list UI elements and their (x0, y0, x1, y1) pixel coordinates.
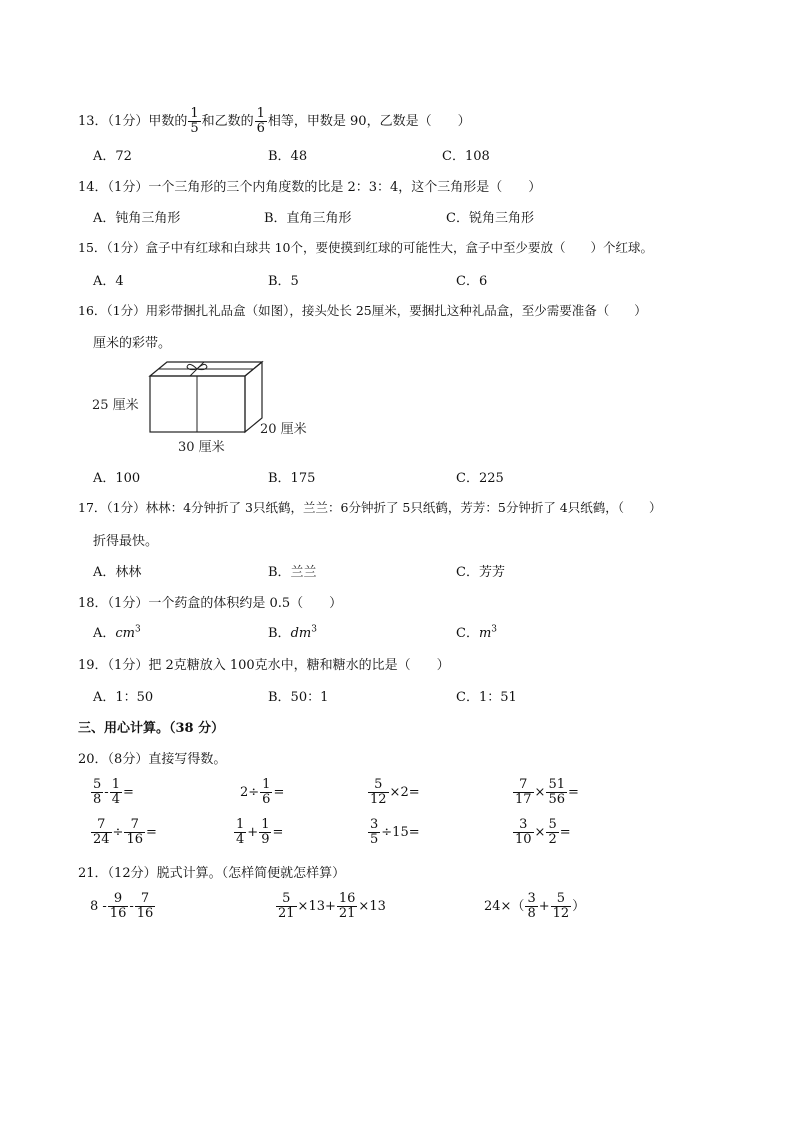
expression-2: 2÷ $\frac{1}{6}$ = (240, 777, 285, 807)
option-b: B．直角三角形 (264, 211, 352, 226)
option-a: A．100 (93, 471, 141, 486)
question-20: 20．（8分）直接写得数。 (78, 752, 227, 767)
question-17: 17．（1分）林林：4分钟折了 3只纸鹤，兰兰：6分钟折了 5只纸鹤，芳芳：5分钟折了 4只纸鹤，（ ） (78, 500, 662, 515)
option-c: C．225 (456, 471, 504, 486)
option-a: A．林林 (93, 565, 142, 580)
option-b: B．5 (268, 274, 299, 289)
option-b: B．$dm^3$ (268, 624, 317, 641)
question-13: 13．（1分）甲数的 $\frac{1}{5}$ 和乙数的 $\frac{1}{6}$ 相等，甲数是 90，乙数是（ ） (78, 106, 471, 136)
option-c: C．芳芳 (456, 565, 505, 580)
question-16: 16．（1分）用彩带捆扎礼品盒（如图），接头处长 25厘米，要捆扎这种礼品盒，至少需要准备（ ） (78, 303, 647, 318)
expression-7: $\frac{3}{5}$ ÷15= (370, 817, 420, 847)
question-19: 19．（1分）把 2克糖放入 100克水中，糖和糖水的比是（ ） (78, 658, 450, 673)
option-a: A．钝角三角形 (93, 211, 181, 226)
option-c: C．6 (456, 274, 488, 289)
question-15: 15．（1分）盒子中有红球和白球共 10个，要使摸到红球的可能性大，盒子中至少要放（ ）个红球。 (78, 240, 653, 255)
option-b: B．兰兰 (268, 565, 317, 580)
option-a: A．4 (93, 274, 124, 289)
calculation-2: $\frac{5}{21}$ ×13+ $\frac{16}{21}$ ×13 (278, 891, 386, 921)
option-b: B．48 (268, 149, 308, 164)
option-a: A．1：50 (93, 690, 154, 705)
calculation-1: 8 - $\frac{9}{16}$ - $\frac{7}{16}$ (90, 891, 154, 921)
option-b: B．175 (268, 471, 316, 486)
expression-6: $\frac{1}{4}$ + $\frac{1}{9}$ = (236, 817, 284, 847)
calculation-3: 24×（ $\frac{3}{8}$ + $\frac{5}{12}$ ） (484, 891, 586, 921)
option-a: A．$cm^3$ (93, 624, 141, 641)
question-17-continued: 折得最快。 (93, 534, 159, 549)
question-16-continued: 厘米的彩带。 (93, 336, 172, 351)
option-c: C．$m^3$ (456, 624, 498, 641)
option-b: B．50：1 (268, 690, 329, 705)
label-width: 30 厘米 (178, 440, 225, 455)
bow-icon (187, 364, 207, 369)
gift-box-figure (92, 358, 322, 458)
label-depth: 20 厘米 (260, 422, 307, 437)
question-18: 18．（1分）一个药盒的体积约是 0.5（ ） (78, 596, 343, 611)
option-c: C．锐角三角形 (446, 211, 534, 226)
section-heading: 三、用心计算。（38 分） (78, 721, 225, 736)
option-c: C．108 (442, 149, 490, 164)
expression-3: $\frac{5}{12}$ ×2= (370, 777, 420, 807)
question-21: 21．（12分）脱式计算。（怎样简便就怎样算） (78, 866, 346, 881)
fraction: $\frac{1}{6}$ (256, 106, 265, 136)
option-a: A．72 (93, 149, 132, 164)
expression-5: $\frac{7}{24}$ ÷ $\frac{7}{16}$ = (93, 817, 157, 847)
label-height: 25 厘米 (92, 398, 139, 413)
expression-1: $\frac{5}{8}$ - $\frac{1}{4}$ = (93, 777, 134, 807)
expression-4: $\frac{7}{17}$ × $\frac{51}{56}$ = (515, 777, 579, 807)
option-c: C．1：51 (456, 690, 517, 705)
fraction: $\frac{1}{5}$ (190, 106, 199, 136)
expression-8: $\frac{3}{10}$ × $\frac{5}{2}$ = (515, 817, 571, 847)
question-14: 14．（1分）一个三角形的三个内角度数的比是 2：3：4，这个三角形是（ ） (78, 180, 542, 195)
